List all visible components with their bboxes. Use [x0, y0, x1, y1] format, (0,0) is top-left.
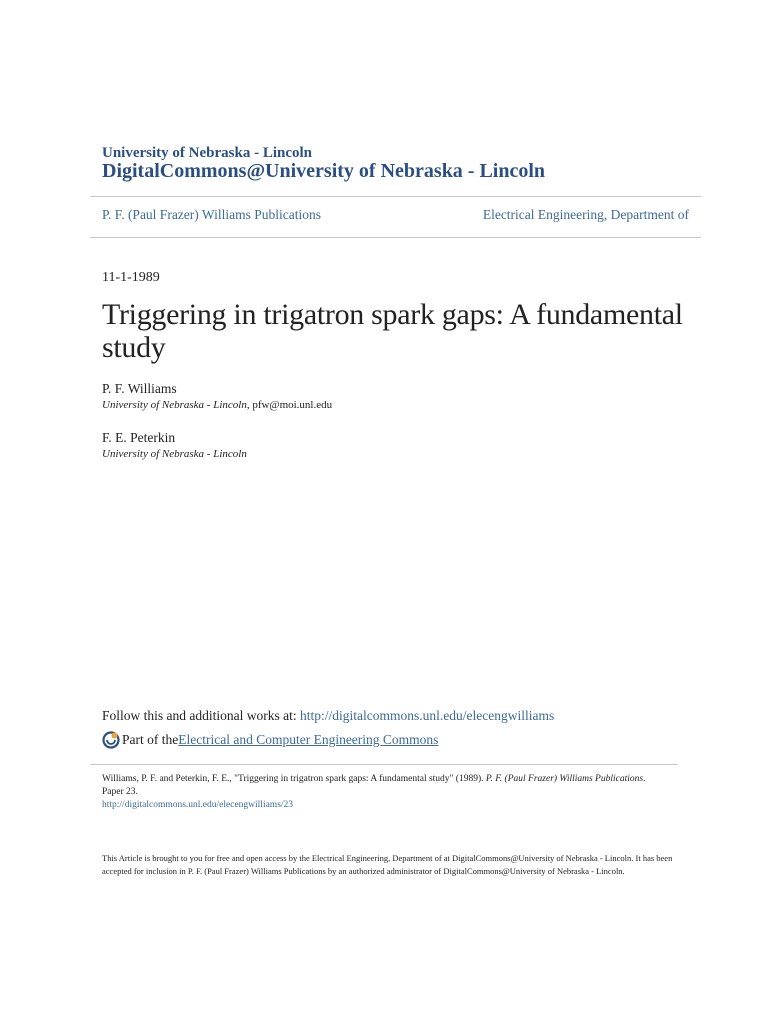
repository-name[interactable]: DigitalCommons@University of Nebraska - Lincoln [102, 160, 546, 182]
author-name: F. E. Peterkin [102, 430, 176, 445]
part-of-line [102, 731, 438, 749]
citation-text: Williams, P. F. and Peterkin, F. E., "Triggering in trigatron spark gaps: A fundamental study" (1989). [102, 774, 486, 784]
article-date: 11-1-1989 [102, 270, 160, 285]
author-affiliation [102, 399, 332, 411]
follow-url-link[interactable]: http://digitalcommons.unl.edu/elecengwilliams [300, 708, 555, 723]
author-affiliation [102, 448, 247, 460]
author-block-1 [102, 381, 332, 411]
article-title: Triggering in trigatron spark gaps: A fundamental study [102, 298, 683, 364]
series-link[interactable]: P. F. (Paul Frazer) Williams Publications [102, 207, 321, 222]
citation-series: P. F. (Paul Frazer) Williams Publications [485, 774, 644, 784]
citation-paper: . Paper 23. [102, 774, 646, 797]
bepress-commons-icon[interactable] [102, 731, 120, 749]
university-name[interactable]: University of Nebraska - Lincoln [102, 145, 312, 161]
author-institution: University of Nebraska - Lincoln [102, 448, 247, 460]
commons-link[interactable]: Electrical and Computer Engineering Commons [178, 732, 439, 747]
author-block-2 [102, 430, 247, 460]
access-statement: This Article is brought to you for free and open access by the Electrical Engineering, Department of at DigitalCommons@University of Nebraska - Lincoln. It has been accepted for inclusion in P. F. (Paul Frazer) Williams Publications by an authorized administrator of DigitalCommons@University of Nebraska - Lincoln. [102, 853, 673, 876]
author-email[interactable]: , pfw@moi.unl.edu [246, 399, 333, 411]
department-link[interactable]: Electrical Engineering, Department of [482, 207, 689, 222]
follow-line [102, 708, 554, 724]
author-name: P. F. Williams [102, 381, 177, 396]
part-of-text: Part of the [122, 732, 179, 747]
citation-url-link[interactable]: http://digitalcommons.unl.edu/elecengwilliams/23 [102, 800, 294, 810]
citation-divider [90, 764, 678, 765]
follow-text: Follow this and additional works at: [102, 708, 300, 723]
author-institution: University of Nebraska - Lincoln [102, 399, 247, 411]
series-divider [90, 237, 701, 238]
top-divider [90, 196, 701, 197]
citation-block [102, 773, 662, 812]
